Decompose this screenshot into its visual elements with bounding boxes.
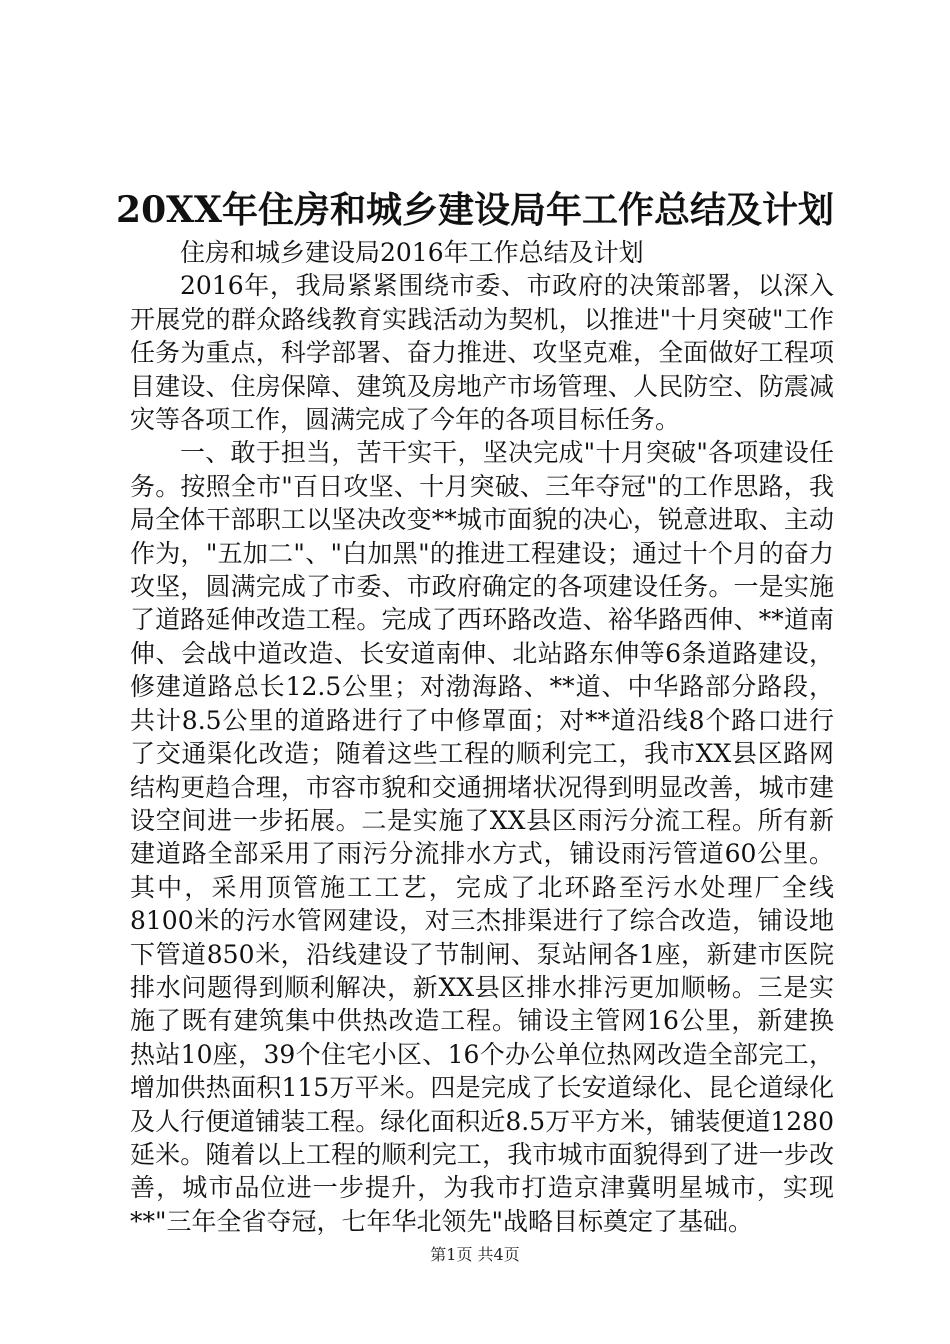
page-number-footer: 第1页 共4页 [430,1245,520,1264]
document-title: 20XX年住房和城乡建设局年工作总结及计划 [116,189,834,231]
subtitle-paragraph: 住房和城乡建设局2016年工作总结及计划 [180,238,644,267]
document-body [130,236,834,1238]
section-one-paragraph: 一、敢于担当，苦干实干，坚决完成"十月突破"各项建设任务。按照全市"百日攻坚、十月突破、三年夺冠"的工作思路，我局全体干部职工以坚决改变**城市面貌的决心，锐意进取、主动作为，"五加二"、"白加黑"的推进工程建设；通过十个月的奋力攻坚，圆满完成了市委、市政府确定的各项建设任务。一是实施了道路延伸改造工程。完成了西环路改造、裕华路西伸、**道南伸、会战中道改造、长安道南伸、北站路东伸等6条道路建设，修建道路总长12.5公里；对渤海路、**道、中华路部分路段，共计8.5公里的道路进行了中修罩面；对**道沿线8个路口进行了交通渠化改造；随着这些工程的顺利完工，我市XX县区路网结构更趋合理，市容市貌和交通拥堵状况得到明显改善，城市建设空间进一步拓展。二是实施了XX县区雨污分流工程。所有新建道路全部采用了雨污分流排水方式，铺设雨污管道60公里。其中，采用顶管施工工艺，完成了北环路至污水处理厂全线8100米的污水管网建设，对三杰排渠进行了综合改造，铺设地下管道850米，沿线建设了节制闸、泵站闸各1座，新建市医院排水问题得到顺利解决，新XX县区排水排污更加顺畅。三是实施了既有建筑集中供热改造工程。铺设主管网16公里，新建换热站10座，39个住宅小区、16个办公单位热网改造全部完工，增加供热面积115万平米。四是完成了长安道绿化、昆仑道绿化及人行便道铺装工程。绿化面积近8.5万平方米，铺装便道1280延米。随着以上工程的顺利完工，我市城市面貌得到了进一步改善，城市品位进一步提升，为我市打造京津冀明星城市，实现**"三年全省夺冠，七年华北领先"战略目标奠定了基础。 [130,438,834,1236]
intro-paragraph: 2016年，我局紧紧围绕市委、市政府的决策部署，以深入开展党的群众路线教育实践活动为契机，以推进"十月突破"工作任务为重点，科学部署、奋力推进、攻坚克难，全面做好工程项目建设、住房保障、建筑及房地产市场管理、人民防空、防震减灾等各项工作，圆满完成了今年的各项目标任务。 [130,271,834,435]
